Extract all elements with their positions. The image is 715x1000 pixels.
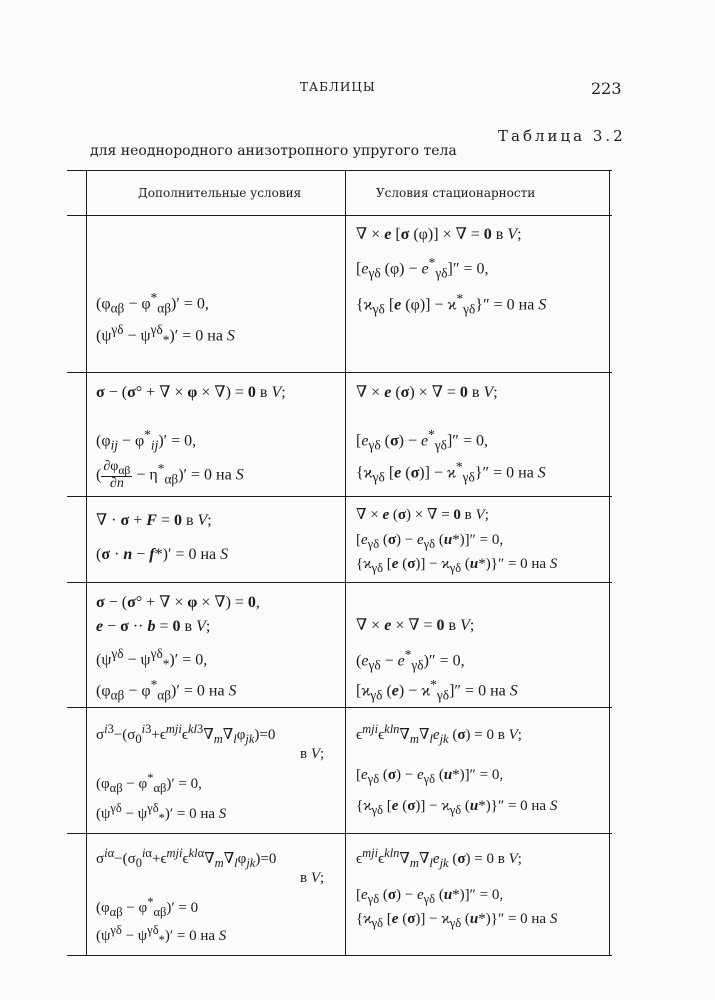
formula: {$ϰ_{\gamma\delta}$ [e $(\sigma)] - ϰ_{\gamma\delta}$ (u*)}″ = 0 на S xyxy=(356,911,558,930)
formula: e − σ ·· b = 0 в V; xyxy=(96,618,211,635)
formula: {$ϰ_{\gamma\delta}$ [e $(\sigma)] - ϰ^*_{\gamma\delta}\}'' = 0$ на S xyxy=(356,459,546,485)
row-rule xyxy=(67,833,612,834)
formula: $(\varphi_{ij} - \varphi^*_{ij})' = 0$, xyxy=(96,427,197,453)
formula: σ − (σ° + ∇ × φ × ∇) = 0 в V; xyxy=(96,384,286,401)
formula: $\sigma^{i3}-(\sigma_0^{i3}+\epsilon^{mji}\epsilon^{kl3}\nabla_m\nabla_l\varphi_{jk})=0$ xyxy=(96,722,276,746)
formula: ∇ × e × ∇ = 0 в V; xyxy=(356,617,475,634)
formula: $(\psi^{\gamma\delta} - \psi^{\gamma\delta}_*)' = 0$, xyxy=(96,646,208,672)
formula: [$ϰ_{\gamma\delta}$ $(e) - ϰ^*_{\gamma\delta}]'' = 0$ на S xyxy=(356,677,518,703)
formula: (σ · n − f*)′ = 0 на S xyxy=(96,546,229,563)
formula: $(\varphi_{\alpha\beta} - \varphi^*_{\alpha\beta})' = 0$, xyxy=(96,771,202,795)
formula: ( $\partial\varphi_{\alpha\beta}$ ∂n − $\eta^*_{\alpha\beta})' = 0$ на S xyxy=(96,459,244,492)
formula: σ − (σ° + ∇ × φ × ∇) = 0, xyxy=(96,594,260,611)
formula: $\sigma^{i\alpha}-(\sigma_0^{i\alpha}+\epsilon^{mji}\epsilon^{kl\alpha}\nabla_m\nabla_l\varphi_{jk})=0$ xyxy=(96,846,277,870)
formula: $(\psi^{\gamma\delta} - \psi^{\gamma\delta}_*)' = 0$ на S xyxy=(96,801,227,825)
formula: [$e_{\gamma\delta}$ $(\sigma) - e_{\gamma\delta}$ (u*)]″ = 0, xyxy=(356,767,504,786)
row-rule xyxy=(67,372,612,373)
formula: $(\psi^{\gamma\delta} - \psi^{\gamma\delta}_*)' = 0$ на S xyxy=(96,923,227,947)
formula: $\epsilon^{mji}\epsilon^{kln}\nabla_m\nabla_le_{jk}$ (σ) = 0 в V; xyxy=(356,722,522,746)
page-number: 223 xyxy=(591,79,622,98)
header-additional-conditions: Дополнительные условия xyxy=(138,186,302,200)
row-rule xyxy=(67,582,612,583)
formula: в V; xyxy=(300,746,325,762)
formula: ∇ · σ + F = 0 в V; xyxy=(96,512,212,529)
formula: $\epsilon^{mji}\epsilon^{kln}\nabla_m\nabla_le_{jk}$ (σ) = 0 в V; xyxy=(356,846,522,870)
header-stationarity-conditions: Условия стационарности xyxy=(376,186,536,200)
table-caption: для неоднородного анизотропного упругого тела xyxy=(90,143,457,159)
table-label: Таблица 3.2 xyxy=(498,127,626,145)
formula: [$e_{\gamma\delta}$ $(\sigma) - e_{\gamma\delta}$ (u*)]″ = 0, xyxy=(356,887,504,906)
formula: $(\varphi_{\alpha\beta} - \varphi^*_{\alpha\beta})' = 0$ на S xyxy=(96,677,237,703)
formula: $(\varphi_{\alpha\beta} - \varphi^*_{\alpha\beta})' = 0$, xyxy=(96,290,209,316)
formula: {$ϰ_{\gamma\delta}$ [e $(\sigma)] - ϰ_{\gamma\delta}$ (u*)}″ = 0 на S xyxy=(356,556,558,575)
running-head: ТАБЛИЦЫ xyxy=(300,80,376,94)
formula: {$ϰ_{\gamma\delta}$ [e $(\sigma)] - ϰ_{\gamma\delta}$ (u*)}″ = 0 на S xyxy=(356,798,558,817)
formula: ∇ × e (σ) × ∇ = 0 в V; xyxy=(356,507,489,523)
formula: ∇ × e [σ (φ)] × ∇ = 0 в V; xyxy=(356,226,522,243)
row-rule xyxy=(67,496,612,497)
header-bottom-rule xyxy=(67,215,612,216)
column-divider xyxy=(345,170,346,955)
formula: $(\varphi_{\alpha\beta} - \varphi^*_{\alpha\beta})' = 0$ xyxy=(96,895,199,919)
column-divider xyxy=(86,170,87,955)
formula: в V; xyxy=(300,870,325,886)
formula: ∇ × e (σ) × ∇ = 0 в V; xyxy=(356,384,498,401)
formula: [$e_{\gamma\delta}$ $(\varphi) - e^*_{\gamma\delta}]'' = 0$, xyxy=(356,255,489,281)
formula: $(\psi^{\gamma\delta} - \psi^{\gamma\delta}_*)' = 0$ на S xyxy=(96,322,235,348)
formula: [$e_{\gamma\delta}$ $(\sigma) - e_{\gamma\delta}$ (u*)]″ = 0, xyxy=(356,532,504,551)
formula: $(e_{\gamma\delta} - e^*_{\gamma\delta})'' = 0$, xyxy=(356,647,465,673)
table-top-rule xyxy=(67,170,612,171)
formula: {$ϰ_{\gamma\delta}$ [e $(\varphi)] - ϰ^*_{\gamma\delta}\}'' = 0$ на S xyxy=(356,291,547,317)
table-bottom-rule xyxy=(67,955,612,956)
column-divider xyxy=(609,170,610,955)
formula: [$e_{\gamma\delta}$ $(\sigma) - e^*_{\gamma\delta}]'' = 0$, xyxy=(356,427,488,453)
row-rule xyxy=(67,707,612,708)
